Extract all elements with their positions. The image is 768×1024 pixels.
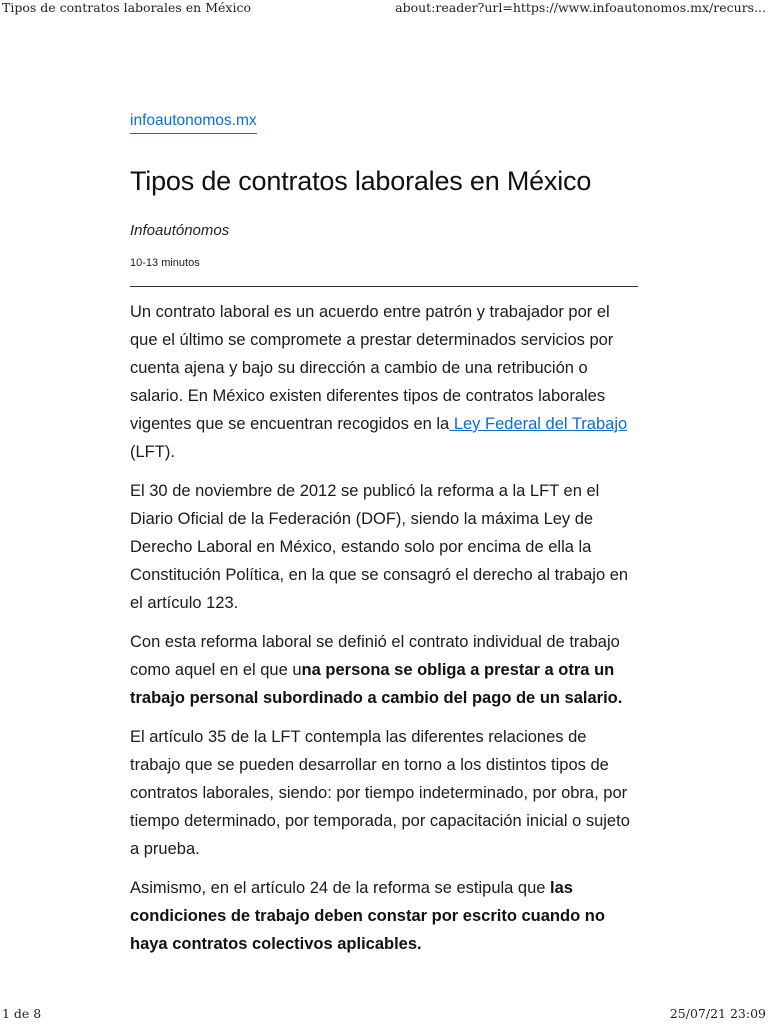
header-divider [130,286,638,287]
reader-article [130,112,640,969]
print-footer [0,1004,768,1024]
article-content [130,298,640,958]
paragraph-5-text: Asimismo, en el artículo 24 de la reforma se estipula que [130,879,551,897]
print-header-title: Tipos de contratos laborales en México [2,0,251,15]
domain-link[interactable]: infoautonomos.mx [130,112,257,134]
paragraph-1-text-end: (LFT). [130,443,175,461]
paragraph-3-text: Con esta reforma laboral se definió el contrato individual de trabajo como aquel en el que u [130,633,620,679]
print-header [0,0,768,18]
print-header-url: about:reader?url=https://www.infoautonomos.mx/recurs... [395,0,766,15]
paragraph-2: El 30 de noviembre de 2012 se publicó la reforma a la LFT en el Diario Oficial de la Federación (DOF), siendo la máxima Ley de Derecho Laboral en México, estando solo por encima de ella la Constitución Política, en la que se consagró el derecho al trabajo en el artículo 123. [130,482,629,612]
paragraph-4: El artículo 35 de la LFT contempla las diferentes relaciones de trabajo que se pueden desarrollar en torno a los distintos tipos de contratos laborales, siendo: por tiempo indeterminado, por obra, por tiempo determinado, por temporada, por capacitación inicial o sujeto a prueba. [130,728,630,858]
paragraph-3 [130,628,640,712]
print-datetime: 25/07/21 23:09 [669,1006,766,1021]
paragraph-5-bold: las condiciones de trabajo deben constar por escrito cuando no haya contratos colectivos aplicables. [130,879,605,953]
paragraph-3-bold: na persona se obliga a prestar a otra un trabajo personal subordinado a cambio del pago de un salario. [130,661,623,707]
paragraph-1-text: Un contrato laboral es un acuerdo entre patrón y trabajador por el que el último se compromete a prestar determinados servicios por cuenta ajena y bajo su dirección a cambio de una retribución o salario. En México existen diferentes tipos de contratos laborales vigentes que se encuentran recogidos en la [130,303,614,433]
paragraph-5 [130,874,640,958]
article-title: Tipos de contratos laborales en México [130,166,592,196]
ley-federal-link[interactable]: Ley Federal del Trabajo [449,415,628,433]
paragraph-1 [130,298,640,466]
article-author: Infoautónomos [130,222,230,239]
page-number: 1 de 8 [2,1006,42,1021]
reading-time: 10-13 minutos [130,257,200,269]
